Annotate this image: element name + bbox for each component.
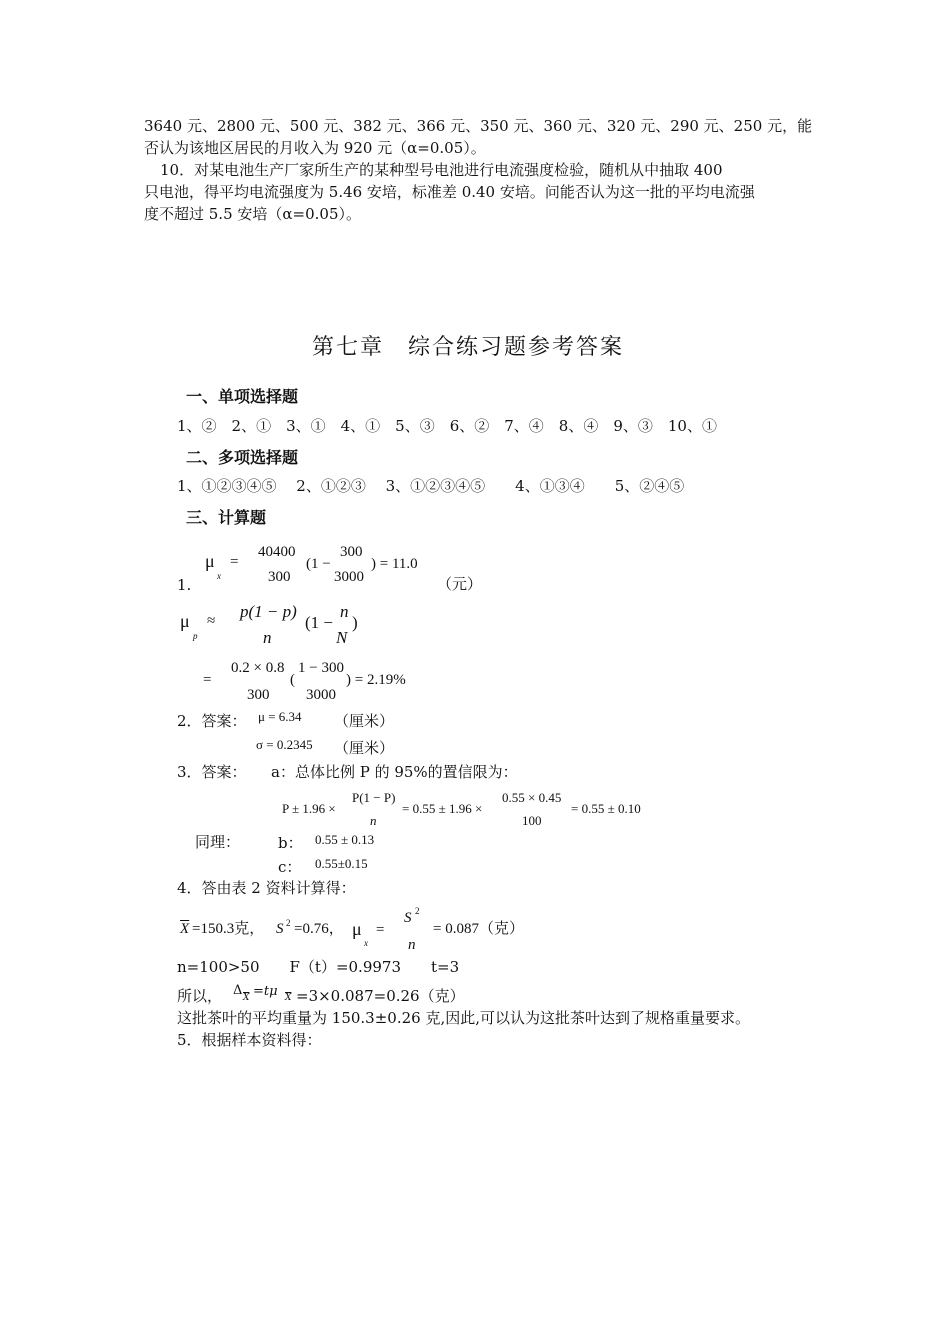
q2-sigma: σ = 0.2345 — [256, 737, 313, 752]
paragraph-line: 3640 元、2800 元、500 元、382 元、366 元、350 元、360 元、320 元、290 元、250 元，能 — [144, 117, 813, 135]
q4-conclusion: 这批茶叶的平均重量为 150.3±0.26 克,因此,可以认为这批茶叶达到了规格重量要求。 — [177, 1009, 750, 1027]
question-10: 10．对某电池生产厂家所生产的某种型号电池进行电流强度检验，随机从中抽取 400 — [160, 161, 723, 179]
paragraph-line: 只电池，得平均电流强度为 5.46 安培，标准差 0.40 安培。问能否认为这一批的平均电流强 — [144, 183, 755, 201]
q3-b-label: b： — [278, 834, 303, 852]
q3-b-value: 0.55 ± 0.13 — [315, 832, 375, 847]
q1-unit: （元） — [437, 575, 483, 593]
q3-label: 3．答案： — [177, 763, 247, 781]
paragraph-line: 否认为该地区居民的月收入为 920 元（α=0.05）。 — [144, 139, 486, 157]
section-heading-multi-choice: 二、多项选择题 — [186, 448, 299, 467]
q2-mu: μ = 6.34 — [258, 709, 302, 724]
q4-label: 4．答由表 2 资料计算得： — [177, 879, 356, 897]
chapter-title: 第七章 综合练习题参考答案 — [312, 335, 625, 360]
section-heading-single-choice: 一、单项选择题 — [186, 387, 299, 406]
q3-a-text: a：总体比例 P 的 95%的置信限为： — [271, 763, 518, 781]
q2-sigma-unit: （厘米） — [334, 739, 395, 757]
q3-c-value: 0.55±0.15 — [315, 856, 368, 871]
q3-same-label: 同理： — [195, 833, 241, 851]
paragraph-line: 度不超过 5.5 安培（α=0.05）。 — [144, 205, 361, 223]
multi-choice-answers: 1、①②③④⑤ 2、①②③ 3、①②③④⑤ 4、①③④ 5、②④⑤ — [177, 477, 685, 495]
q5-label: 5．根据样本资料得： — [177, 1031, 322, 1049]
q2-mu-unit: （厘米） — [334, 712, 395, 730]
q3-c-label: c： — [278, 858, 302, 876]
section-heading-calculation: 三、计算题 — [186, 508, 267, 527]
q2-label: 2．答案： — [177, 712, 247, 730]
q4-n-line: n=100>50 F（t）=0.9973 t=3 — [177, 958, 460, 976]
q1-number: 1. — [177, 576, 192, 594]
single-choice-answers: 1、② 2、① 3、① 4、① 5、③ 6、② 7、④ 8、④ 9、③ 10、① — [177, 417, 717, 435]
